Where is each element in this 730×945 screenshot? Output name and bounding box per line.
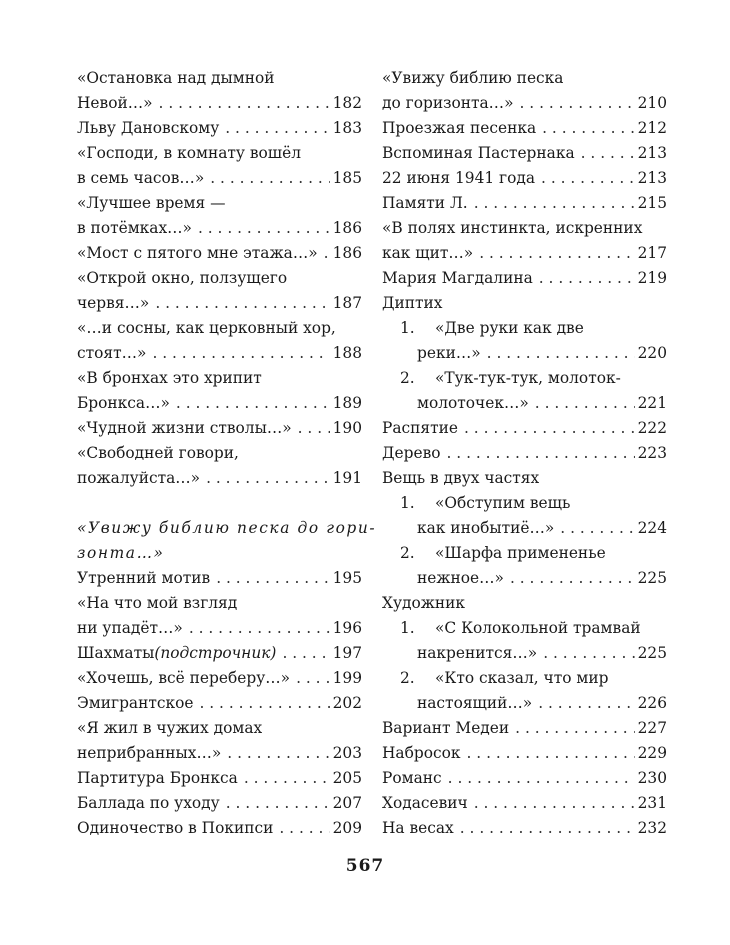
entry-title: На весах — [382, 819, 454, 837]
entry-title: «Тук-тук-тук, молоток- — [435, 369, 621, 387]
entry-page: 215 — [637, 194, 667, 212]
entry-title: 22 июня 1941 года — [382, 169, 536, 187]
entry-number: 2. — [400, 369, 415, 387]
dot-leader — [538, 691, 634, 716]
toc-entry — [382, 616, 667, 641]
entry-page: 190 — [332, 419, 362, 437]
dot-leader — [227, 741, 329, 766]
dot-leader — [225, 116, 329, 141]
entry-title: Шахматы — [77, 644, 155, 662]
entry-title: как щит…» — [382, 244, 474, 262]
toc-entry — [77, 91, 362, 116]
entry-title: в потёмках…» — [77, 219, 192, 237]
toc-entry — [77, 441, 362, 466]
dot-leader — [464, 416, 635, 441]
entry-title: неприбранных…» — [77, 744, 222, 762]
entry-title: Романс — [382, 769, 442, 787]
entry-page: 203 — [332, 744, 362, 762]
toc-entry — [77, 716, 362, 741]
toc-entry — [382, 691, 667, 716]
entry-page: 225 — [637, 644, 667, 662]
entry-title: ни упадёт…» — [77, 619, 183, 637]
entry-page: 230 — [637, 769, 667, 787]
entry-page: 207 — [332, 794, 362, 812]
dot-leader — [541, 166, 635, 191]
entry-page: 212 — [637, 119, 667, 137]
entry-title: Эмигрантское — [77, 694, 194, 712]
entry-title: Льву Дановскому — [77, 119, 220, 137]
dot-leader — [244, 766, 330, 791]
dot-leader — [474, 191, 635, 216]
entry-title: «Я жил в чужих домах — [77, 719, 263, 737]
dot-leader — [487, 341, 635, 366]
toc-entry — [382, 666, 667, 691]
dot-leader — [535, 391, 635, 416]
toc-entry — [77, 116, 362, 141]
toc-entry — [382, 766, 667, 791]
dot-leader — [279, 816, 329, 841]
entry-page: 187 — [332, 294, 362, 312]
entry-title: «Мост с пятого мне этажа…» — [77, 244, 318, 262]
entry-page: 219 — [637, 269, 667, 287]
entry-page: 226 — [637, 694, 667, 712]
entry-page: 217 — [637, 244, 667, 262]
dot-leader — [520, 91, 635, 116]
toc-entry — [382, 166, 667, 191]
dot-leader — [298, 416, 330, 441]
toc-entry — [77, 616, 362, 641]
entry-title: «В полях инстинкта, искренних — [382, 219, 643, 237]
toc-entry — [382, 116, 667, 141]
toc-entry — [382, 541, 667, 566]
entry-title: червя…» — [77, 294, 150, 312]
entry-title: накренится…» — [417, 644, 538, 662]
toc-entry — [77, 66, 362, 91]
toc-entry — [77, 166, 362, 191]
toc-entry — [382, 641, 667, 666]
entry-title: молоточек…» — [417, 394, 529, 412]
section-heading: зонта…» — [77, 544, 165, 562]
toc-entry — [382, 241, 667, 266]
entry-title: «Хочешь, всё переберу…» — [77, 669, 291, 687]
toc-entry — [382, 491, 667, 516]
entry-page: 199 — [332, 669, 362, 687]
entry-page: 225 — [637, 569, 667, 587]
toc-entry — [382, 266, 667, 291]
dot-leader — [560, 516, 634, 541]
entry-page: 220 — [637, 344, 667, 362]
toc-entry — [77, 391, 362, 416]
entry-page: 223 — [637, 444, 667, 462]
entry-title: нежное…» — [417, 569, 504, 587]
toc-entry — [382, 341, 667, 366]
entry-number: 1. — [400, 619, 415, 637]
dot-leader — [296, 666, 330, 691]
dot-leader — [543, 641, 634, 666]
entry-title: «На что мой взгляд — [77, 594, 238, 612]
dot-leader — [210, 166, 329, 191]
entry-number: 2. — [400, 669, 415, 687]
entry-page: 209 — [332, 819, 362, 837]
dot-leader — [581, 141, 635, 166]
entry-title: «Шарфа примененье — [435, 544, 606, 562]
dot-leader — [155, 291, 329, 316]
toc-entry — [77, 416, 362, 441]
toc-entry — [382, 816, 667, 841]
entry-title: «Лучшее время — — [77, 194, 226, 212]
toc-entry — [382, 741, 667, 766]
dot-leader — [542, 116, 634, 141]
dot-leader — [282, 641, 329, 666]
entry-page: 231 — [637, 794, 667, 812]
entry-title-italic: (подстрочник) — [154, 644, 277, 662]
toc-entry — [382, 716, 667, 741]
toc-entry — [77, 241, 362, 266]
toc-entry — [382, 591, 667, 616]
entry-page: 186 — [332, 244, 362, 262]
toc-entry — [382, 66, 667, 91]
toc-entry — [382, 516, 667, 541]
entry-title: Художник — [382, 594, 466, 612]
toc-entry — [77, 266, 362, 291]
entry-title: Набросок — [382, 744, 461, 762]
toc-entry — [382, 191, 667, 216]
toc-entry — [382, 366, 667, 391]
entry-title: Одиночество в Покипси — [77, 819, 274, 837]
entry-title: Памяти Л. — [382, 194, 468, 212]
page-number: 567 — [345, 856, 385, 876]
entry-title: «С Колокольной трамвай — [435, 619, 641, 637]
entry-title: в семь часов…» — [77, 169, 205, 187]
toc-entry — [382, 466, 667, 491]
dot-leader — [189, 616, 330, 641]
entry-page: 224 — [637, 519, 667, 537]
toc-entry — [382, 566, 667, 591]
toc-right-column — [382, 66, 667, 841]
toc-entry — [77, 466, 362, 491]
toc-entry — [77, 341, 362, 366]
entry-title: «Обступим вещь — [435, 494, 571, 512]
dot-leader — [515, 716, 634, 741]
entry-page: 232 — [637, 819, 667, 837]
entry-title: Мария Магдалина — [382, 269, 533, 287]
entry-page: 182 — [332, 94, 362, 112]
entry-page: 197 — [332, 644, 362, 662]
entry-title: Распятие — [382, 419, 458, 437]
toc-entry — [382, 291, 667, 316]
entry-title: «Две руки как две — [435, 319, 584, 337]
entry-title: «В бронхах это хрипит — [77, 369, 262, 387]
entry-page: 186 — [332, 219, 362, 237]
entry-page: 189 — [332, 394, 362, 412]
toc-entry — [77, 316, 362, 341]
entry-page: 188 — [332, 344, 362, 362]
entry-number: 2. — [400, 544, 415, 562]
dot-leader — [479, 241, 634, 266]
blank-line — [77, 491, 362, 516]
entry-title: «Господи, в комнату вошёл — [77, 144, 301, 162]
entry-title: Партитура Бронкса — [77, 769, 238, 787]
toc-entry — [382, 141, 667, 166]
entry-title: Ходасевич — [382, 794, 468, 812]
toc-entry — [382, 416, 667, 441]
entry-page: 205 — [332, 769, 362, 787]
dot-leader — [152, 341, 329, 366]
section-heading: «Увижу библию песка до гори- — [77, 519, 377, 537]
toc-entry — [382, 391, 667, 416]
entry-title: Бронкса…» — [77, 394, 170, 412]
toc-entry — [382, 316, 667, 341]
entry-title: «Кто сказал, что мир — [435, 669, 609, 687]
entry-page: 229 — [637, 744, 667, 762]
toc-entry — [77, 291, 362, 316]
toc-entry — [382, 91, 667, 116]
dot-leader — [474, 791, 635, 816]
toc-entry — [77, 591, 362, 616]
entry-title: Вспоминая Пастернака — [382, 144, 575, 162]
entry-title: Утренний мотив — [77, 569, 211, 587]
dot-leader — [324, 241, 330, 266]
dot-leader — [199, 691, 329, 716]
dot-leader — [460, 816, 635, 841]
entry-title: Невой…» — [77, 94, 153, 112]
toc-entry — [77, 791, 362, 816]
entry-title: Проезжая песенка — [382, 119, 537, 137]
entry-page: 183 — [332, 119, 362, 137]
dot-leader — [448, 766, 635, 791]
toc-entry — [77, 141, 362, 166]
entry-title: «Открой окно, ползущего — [77, 269, 288, 287]
entry-title: Диптих — [382, 294, 443, 312]
toc-entry — [77, 691, 362, 716]
dot-leader — [216, 566, 329, 591]
toc-entry — [77, 741, 362, 766]
entry-page: 210 — [637, 94, 667, 112]
entry-title: Дерево — [382, 444, 441, 462]
entry-title: настоящий…» — [417, 694, 533, 712]
entry-page: 191 — [332, 469, 362, 487]
toc-entry — [77, 666, 362, 691]
entry-title: Баллада по уходу — [77, 794, 220, 812]
toc-entry — [77, 366, 362, 391]
entry-title: «Чудной жизни стволы…» — [77, 419, 292, 437]
entry-title: «Увижу библию песка — [382, 69, 564, 87]
toc-entry — [382, 791, 667, 816]
entry-page: 213 — [637, 169, 667, 187]
dot-leader — [198, 216, 330, 241]
toc-entry — [382, 216, 667, 241]
entry-title: реки…» — [417, 344, 481, 362]
entry-page: 213 — [637, 144, 667, 162]
entry-page: 196 — [332, 619, 362, 637]
entry-title: до горизонта…» — [382, 94, 514, 112]
entry-number: 1. — [400, 494, 415, 512]
toc-left-column — [77, 66, 377, 841]
entry-page: 195 — [332, 569, 362, 587]
entry-title: «Свободней говори, — [77, 444, 239, 462]
entry-title: как инобытиё…» — [417, 519, 555, 537]
entry-page: 202 — [332, 694, 362, 712]
entry-page: 221 — [637, 394, 667, 412]
dot-leader — [226, 791, 330, 816]
dot-leader — [539, 266, 635, 291]
dot-leader — [467, 741, 635, 766]
entry-title: «…и сосны, как церковный хор, — [77, 319, 336, 337]
entry-title: Вещь в двух частях — [382, 469, 540, 487]
entry-title: пожалуйста…» — [77, 469, 201, 487]
toc-entry — [77, 191, 362, 216]
dot-leader — [206, 466, 330, 491]
dot-leader — [447, 441, 635, 466]
dot-leader — [510, 566, 635, 591]
entry-page: 185 — [332, 169, 362, 187]
toc-entry — [382, 441, 667, 466]
entry-page: 222 — [637, 419, 667, 437]
dot-leader — [159, 91, 330, 116]
entry-number: 1. — [400, 319, 415, 337]
entry-title: «Остановка над дымной — [77, 69, 275, 87]
entry-page: 227 — [637, 719, 667, 737]
toc-entry — [77, 641, 362, 666]
entry-title: стоят…» — [77, 344, 147, 362]
toc-entry — [77, 216, 362, 241]
toc-entry — [77, 816, 362, 841]
dot-leader — [176, 391, 330, 416]
toc-entry — [77, 766, 362, 791]
entry-title: Вариант Медеи — [382, 719, 510, 737]
toc-entry — [77, 566, 362, 591]
